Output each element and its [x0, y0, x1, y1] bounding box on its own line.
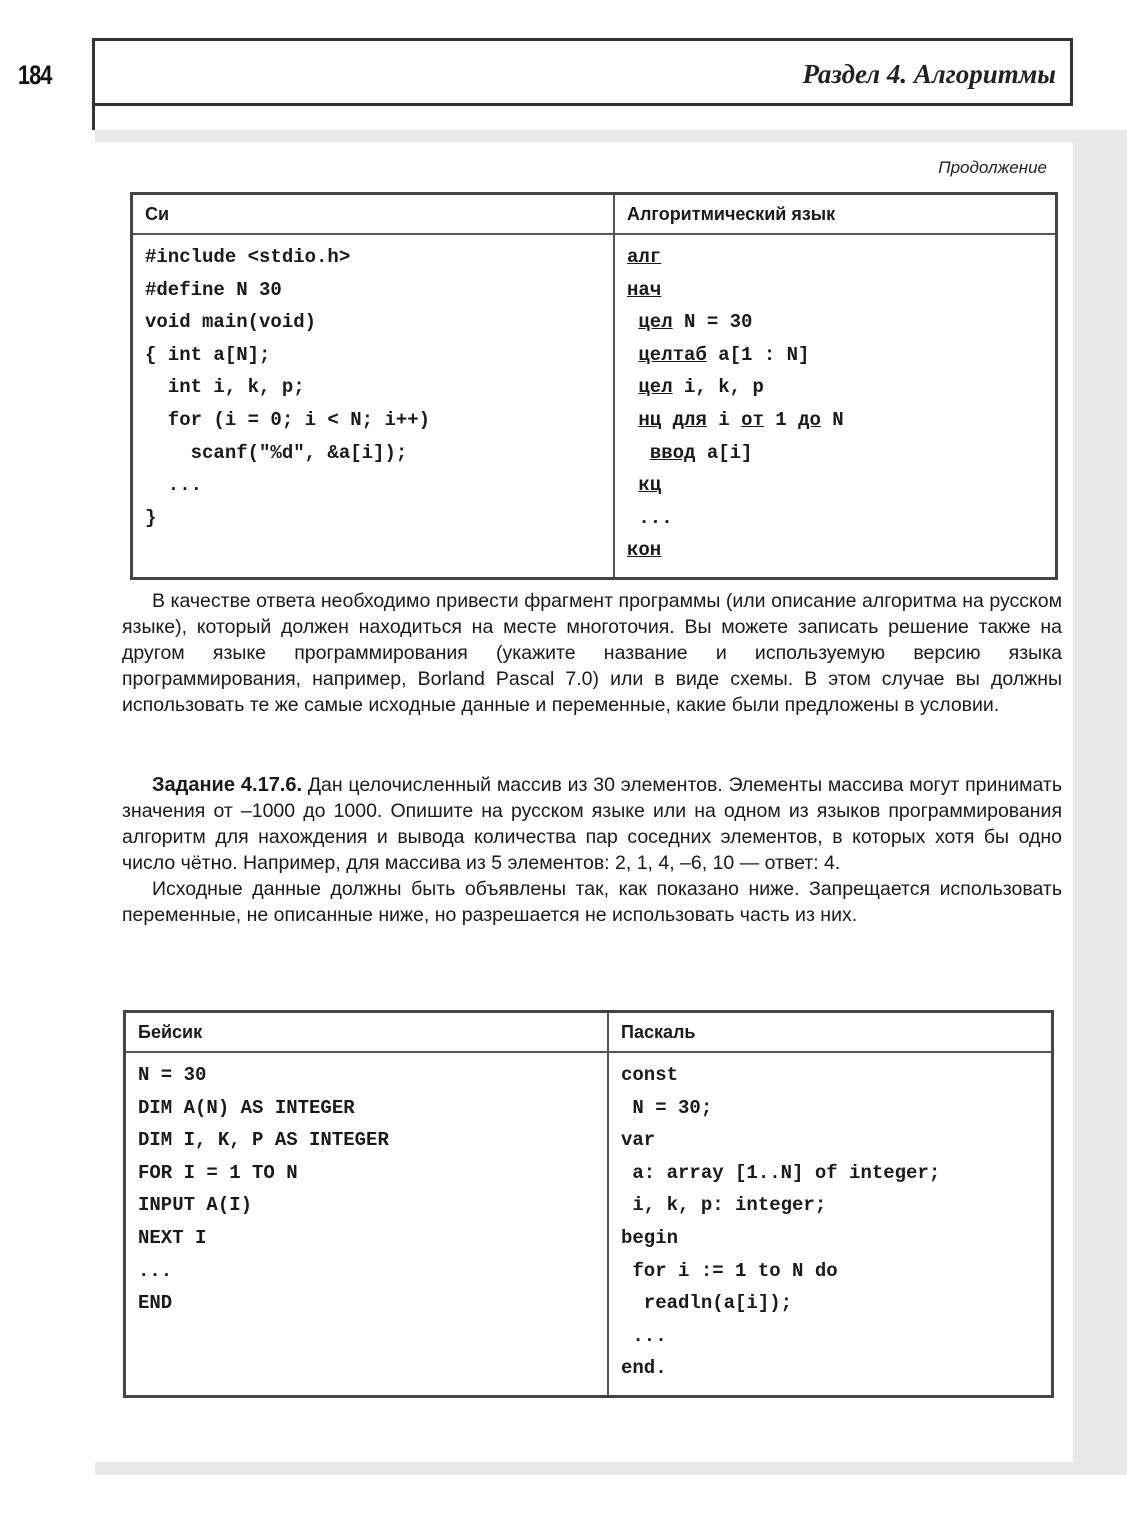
task-text: Дан целочисленный массив из 30 элементов. Элементы массива могут принимать значения от –1000 до 1000. Опишите на русском языке или на одном из языков программирования алгоритм для нахождения и вывода количества пар соседних элементов, в которых хотя бы одно число чётно. Например, для массива из 5 элементов: 2, 1, 4, –6, 10 — ответ: 4. [122, 774, 1062, 874]
code-line: } [145, 506, 157, 529]
code-text: a[i] [695, 441, 753, 464]
code-line [627, 469, 1043, 502]
code-table-basic-pascal [123, 1010, 1054, 1398]
code-line: for i := 1 to N do [621, 1259, 838, 1282]
code-line [627, 404, 1043, 437]
code-line: DIM I, K, P AS INTEGER [138, 1129, 389, 1152]
code-line: #define N 30 [145, 278, 282, 301]
code-line: N = 30; [621, 1096, 713, 1119]
keyword: нц [638, 408, 662, 431]
code-line: ... [145, 474, 203, 497]
keyword: кц [638, 474, 662, 497]
table-row [132, 234, 1057, 578]
code-line: end. [621, 1357, 667, 1380]
code-line [627, 306, 1043, 339]
keyword: ввод [649, 441, 696, 464]
table-header-row [125, 1012, 1053, 1053]
code-line: begin [621, 1226, 679, 1249]
code-line [627, 502, 1043, 535]
keyword: кон [627, 539, 662, 562]
code-table-c-algo [130, 192, 1058, 580]
code-line: var [621, 1129, 656, 1152]
code-line: NEXT I [138, 1226, 207, 1249]
code-line: { int a[N]; [145, 343, 271, 366]
header-divider [92, 104, 95, 130]
running-header [92, 38, 1073, 106]
code-line: FOR I = 1 TO N [138, 1161, 298, 1184]
code-line: int i, k, p; [145, 376, 305, 399]
code-line: a: array [1..N] of integer; [621, 1161, 941, 1184]
code-line [627, 437, 1043, 470]
section-title: Раздел 4. Алгоритмы [802, 59, 1056, 89]
keyword: до [798, 408, 821, 431]
code-text: 1 [763, 408, 799, 431]
keyword: цел [638, 311, 673, 334]
answer-instructions [122, 588, 1062, 718]
code-line: ... [138, 1259, 173, 1282]
keyword: нач [627, 278, 662, 301]
c-code-cell [132, 234, 615, 578]
code-text: ... [638, 506, 673, 529]
page-number: 184 [18, 60, 52, 90]
task-label: Задание 4.17.6. [152, 774, 303, 796]
code-line: void main(void) [145, 311, 317, 334]
keyword: для [672, 408, 707, 431]
basic-code-cell [125, 1052, 609, 1396]
code-line: DIM A(N) AS INTEGER [138, 1096, 355, 1119]
keyword: целтаб [638, 343, 707, 366]
code-line: N = 30 [138, 1064, 207, 1086]
code-text: a[1 : N] [706, 343, 810, 366]
code-line: readln(a[i]); [621, 1292, 793, 1315]
code-line: #include <stdio.h> [145, 246, 351, 268]
paragraph: В качестве ответа необходимо привести фрагмент программы (или описание алгоритма на русском языке), который должен находиться на месте многоточия. Вы можете записать решение также на другом языке программирования (укажите название и используемую версию языка программирования, например, Borland Pascal 7.0) или в виде схемы. В этом случае вы должны использовать те же самые исходные данные и переменные, какие были предложены в условии. [122, 590, 1062, 716]
code-line: const [621, 1064, 679, 1086]
code-line: scanf("%d", &a[i]); [145, 441, 408, 464]
code-line [627, 274, 1043, 307]
paragraph: Исходные данные должны быть объявлены так, как показано ниже. Запрещается использовать переменные, не описанные ниже, но разрешается не использовать часть из них. [122, 878, 1062, 926]
code-text: i [706, 408, 742, 431]
column-header-pascal: Паскаль [608, 1012, 1053, 1053]
paragraph [122, 772, 1062, 876]
algo-code-cell [614, 234, 1057, 578]
code-line: ... [621, 1324, 667, 1347]
column-header-algo: Алгоритмический язык [614, 194, 1057, 235]
task-statement [122, 772, 1062, 928]
table-header-row [132, 194, 1057, 235]
column-header-c: Си [132, 194, 615, 235]
pascal-code-cell [608, 1052, 1053, 1396]
keyword: цел [638, 376, 673, 399]
code-line [627, 339, 1043, 372]
table-row [125, 1052, 1053, 1396]
code-line: END [138, 1292, 173, 1315]
keyword: от [741, 408, 764, 431]
continuation-label: Продолжение [938, 158, 1047, 177]
code-line [627, 371, 1043, 404]
code-line [627, 534, 1043, 567]
code-text: N = 30 [672, 311, 753, 334]
code-line [627, 241, 1043, 274]
code-line: INPUT A(I) [138, 1194, 253, 1217]
code-line: i, k, p: integer; [621, 1194, 827, 1217]
code-text: i, k, p [672, 376, 764, 399]
code-text: N [820, 408, 844, 431]
keyword: алг [627, 246, 662, 268]
column-header-basic: Бейсик [125, 1012, 609, 1053]
code-line: for (i = 0; i < N; i++) [145, 408, 431, 431]
